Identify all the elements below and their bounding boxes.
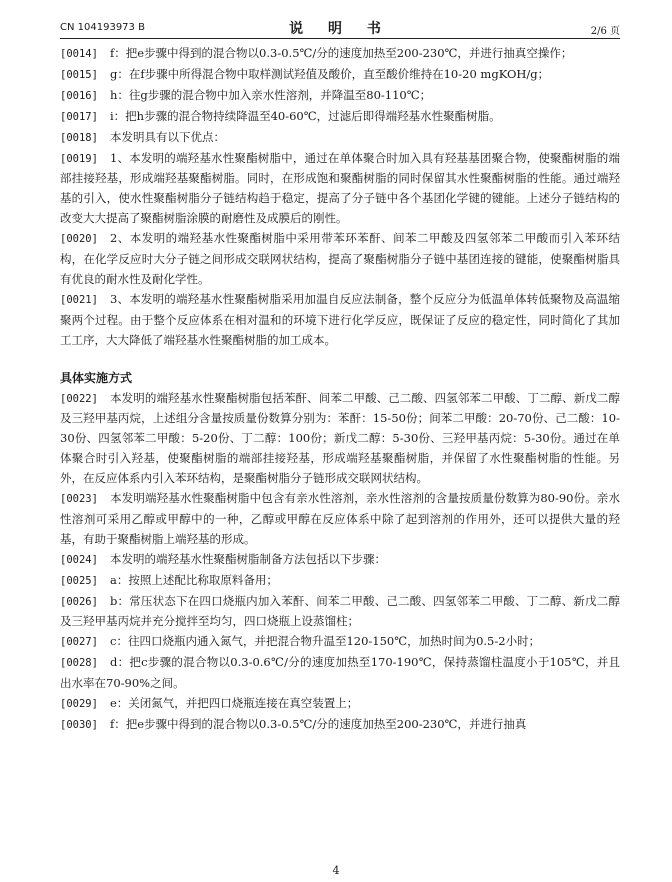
paragraph-text: 本发明的端羟基水性聚酯树脂包括苯酐、间苯二甲酸、己二酸、四氢邻苯二甲酸、丁二醇、新戊二醇及三羟甲基丙烷，上述组分含量按质量份数算分别为：苯酐：15-50份；间苯二甲酸：20-70份、己二酸：10-30份、四氢邻苯二甲酸：5-20份、丁二醇：100份；新戊二醇：5-30份、三羟甲基丙烷：5-30份。通过在单体聚合时引入羟基，使聚酯树脂的端部挂接羟基，形成端羟基聚酯树脂，并保留了水性聚酯树脂的性能。另外，在反应体系内引入苯环结构，是聚酯树脂分子链形成交联网状结构。 bbox=[60, 390, 620, 486]
paragraph-text: a：按照上述配比称取原料备用； bbox=[110, 572, 278, 587]
paragraph-text: 本发明具有以下优点： bbox=[110, 129, 225, 144]
paragraph bbox=[60, 694, 620, 715]
paragraph-number: [0018] bbox=[60, 131, 98, 144]
section-heading: 具体实施方式 bbox=[60, 370, 133, 385]
paragraph-text: f：把e步骤中得到的混合物以0.3-0.5℃/分的速度加热至200-230℃，并进行抽真 bbox=[110, 717, 527, 731]
paragraph-number: [0024] bbox=[60, 553, 98, 566]
paragraph-text: h：往g步骤的混合物中加入亲水性溶剂，并降温至80-110℃； bbox=[110, 87, 432, 102]
paragraph bbox=[60, 290, 620, 351]
paragraph bbox=[60, 550, 620, 571]
paragraph bbox=[60, 571, 620, 592]
paragraph-number: [0023] bbox=[60, 493, 98, 506]
paragraph-text: 1、本发明的端羟基水性聚酯树脂中，通过在单体聚合时加入具有羟基基团聚合物，使聚酯树脂的端部挂接羟基，形成端羟基聚酯树脂。同时，在形成饱和聚酯树脂的同时保留其水性聚酯树脂的性能。通过端羟基的引入，使水性聚酯树脂分子链结构趋于稳定，提高了分子链中各个基团化学键的键能。上述分子链结构的改变大大提高了聚酯树脂涂膜的耐磨性及成膜后的刚性。 bbox=[60, 150, 620, 226]
paragraph bbox=[60, 86, 620, 107]
paragraph-text: 本发明端羟基水性聚酯树脂中包含有亲水性溶剂，亲水性溶剂的含量按质量份数算为80-90份。亲水性溶剂可采用乙醇或甲醇中的一种，乙醇或甲醇在反应体系中除了起到溶剂的作用外，还可以提供大量的羟基，有助于聚酯树脂上端羟基的形成。 bbox=[60, 491, 620, 546]
paragraph-text: c：往四口烧瓶内通入氮气，并把混合物升温至120-150℃，加热时间为0.5-2小时； bbox=[110, 634, 541, 649]
paragraph bbox=[60, 592, 620, 633]
paragraph-text: f：把e步骤中得到的混合物以0.3-0.5℃/分的速度加热至200-230℃，并进行抽真空操作； bbox=[110, 46, 573, 60]
paragraph bbox=[60, 128, 620, 149]
document-title: 说 明 书 bbox=[289, 21, 391, 37]
document-body bbox=[60, 44, 620, 736]
paragraph bbox=[60, 489, 620, 550]
paragraph-number: [0022] bbox=[60, 392, 98, 405]
paragraph bbox=[60, 389, 620, 490]
paragraph bbox=[60, 65, 620, 86]
page-indicator: 2/6 页 bbox=[590, 26, 620, 37]
paragraph-number: [0029] bbox=[60, 698, 98, 711]
paragraph-number: [0028] bbox=[60, 657, 98, 670]
paragraph-text: b：常压状态下在四口烧瓶内加入苯酐、间苯二甲酸、己二酸、四氢邻苯二甲酸、丁二醇、新戊二醇及三羟甲基丙烷并充分搅拌至均匀，四口烧瓶上设蒸馏柱； bbox=[60, 593, 620, 629]
paragraph-number: [0020] bbox=[60, 233, 98, 246]
paragraph-number: [0017] bbox=[60, 110, 98, 123]
paragraph-number: [0014] bbox=[60, 48, 98, 60]
paragraph-number: [0027] bbox=[60, 636, 98, 649]
paragraph-number: [0026] bbox=[60, 595, 98, 608]
paragraph bbox=[60, 715, 620, 736]
paragraph bbox=[60, 44, 620, 65]
paragraph-text: 2、本发明的端羟基水性聚酯树脂中采用带苯环苯酐、间苯二甲酸及四氢邻苯二甲酸而引入苯环结构，在化学反应时大分子链之间形成交联网状结构，提高了聚酯树脂分子链中基团连接的键能，使聚酯树脂具有优良的耐水性及耐化学性。 bbox=[60, 231, 620, 286]
paragraph-number: [0025] bbox=[60, 574, 98, 587]
patent-number: CN 104193973 B bbox=[60, 22, 145, 33]
paragraph bbox=[60, 107, 620, 128]
paragraph-text: g：在f步骤中所得混合物中取样测试羟值及酸价，直至酸价维持在10-20 mgKOH/g； bbox=[110, 66, 550, 81]
paragraph-number: [0015] bbox=[60, 68, 98, 81]
paragraph-number: [0016] bbox=[60, 89, 98, 102]
header-rule bbox=[60, 38, 620, 39]
paragraph-text: 本发明的端羟基水性聚酯树脂制备方法包括以下步骤： bbox=[110, 551, 386, 566]
paragraph-number: [0019] bbox=[60, 152, 98, 165]
paragraph-text: d：把c步骤的混合物以0.3-0.6℃/分的速度加热至170-190℃，保持蒸馏柱温度小于105℃，并且出水率在70-90%之间。 bbox=[60, 655, 620, 691]
paragraph-number: [0030] bbox=[60, 719, 98, 731]
paragraph bbox=[60, 229, 620, 290]
page-header bbox=[60, 16, 620, 38]
paragraph bbox=[60, 632, 620, 653]
paragraph-text: 3、本发明的端羟基水性聚酯树脂采用加温自反应法制备，整个反应分为低温单体转低聚物及高温缩聚两个过程。由于整个反应体系在相对温和的环境下进行化学反应，既保证了反应的稳定性，同时简化了其加工工序，大大降低了端羟基水性聚酯树脂的加工成本。 bbox=[60, 291, 620, 347]
paragraph bbox=[60, 149, 620, 230]
page-number: 4 bbox=[332, 864, 340, 877]
paragraph-text: e：关闭氮气，并把四口烧瓶连接在真空装置上； bbox=[110, 696, 359, 711]
paragraph-number: [0021] bbox=[60, 293, 98, 306]
paragraph bbox=[60, 653, 620, 694]
paragraph-text: i：把h步骤的混合物持续降温至40-60℃，过滤后即得端羟基水性聚酯树脂。 bbox=[110, 108, 501, 123]
